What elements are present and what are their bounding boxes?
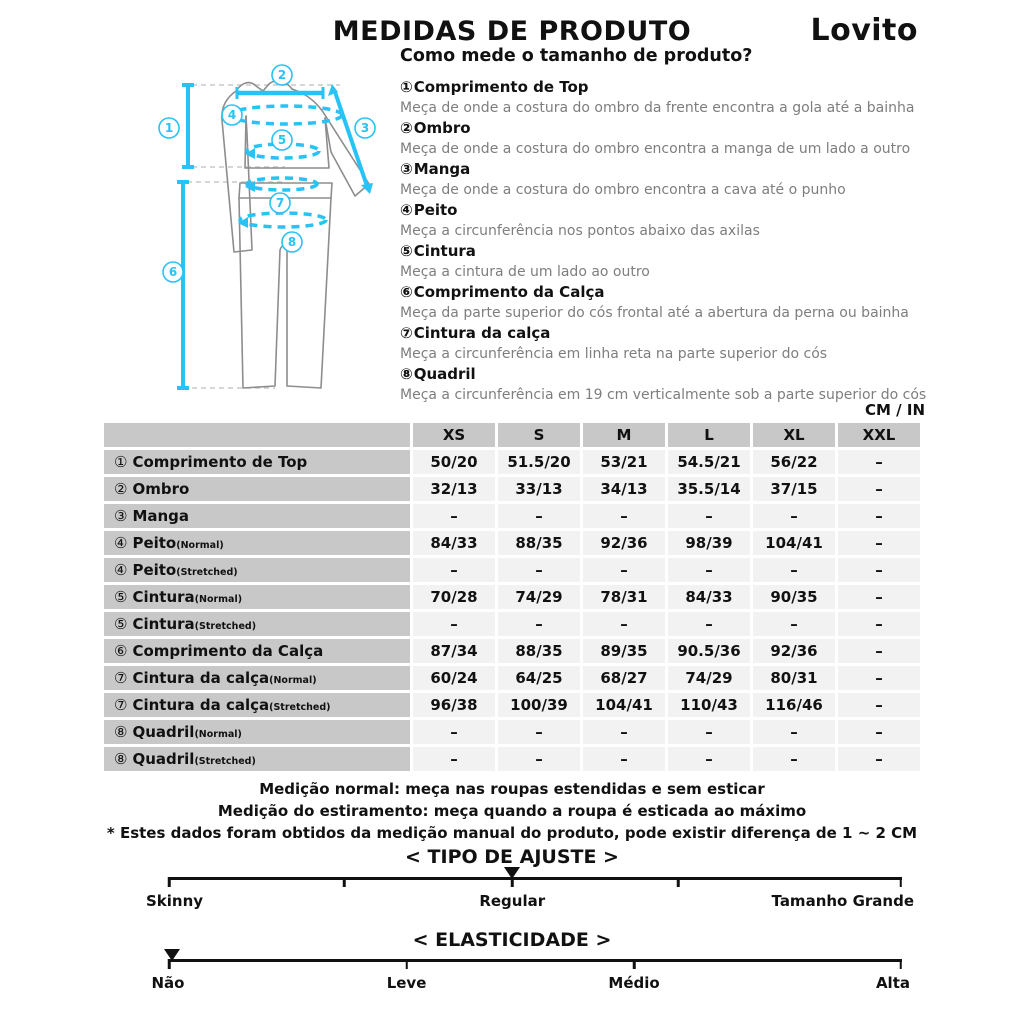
row-label-cell [104, 558, 410, 582]
measurement-cell: – [498, 720, 580, 744]
row-number: ⑦ [114, 669, 128, 687]
row-label: Cintura da calça [132, 696, 270, 714]
measure-item-name: Comprimento de Top [413, 78, 589, 96]
row-number: ③ [114, 507, 128, 525]
note-tolerance: * Estes dados foram obtidos da medição manual do produto, pode existir diferença de 1 ~ 2 CM [106, 824, 918, 842]
badge-1: 1 [164, 121, 174, 135]
table-row [104, 477, 920, 501]
measurement-cell: 104/41 [753, 531, 835, 555]
measure-guide-item [400, 282, 1000, 323]
guide-lines [187, 85, 340, 388]
measurement-cell: – [413, 612, 495, 636]
size-column-header: XXL [838, 423, 920, 447]
measurement-cell: – [498, 747, 580, 771]
measurement-cell: 60/24 [413, 666, 495, 690]
measurement-cell: 90/35 [753, 585, 835, 609]
measure-item-name: Cintura [413, 242, 476, 260]
measurement-cell: – [838, 558, 920, 582]
measurement-cell: – [838, 477, 920, 501]
fit-tick [168, 877, 171, 887]
row-label-cell [104, 693, 410, 717]
fit-scale [146, 877, 914, 917]
guide-subtitle: Como mede o tamanho de produto? [400, 46, 753, 66]
measure-item-title [400, 282, 1000, 303]
size-column-header: S [498, 423, 580, 447]
measure-item-desc: Meça da parte superior do cós frontal até a abertura da perna ou bainha [400, 304, 909, 321]
badge-3: 3 [360, 121, 370, 135]
table-row [104, 612, 920, 636]
measure-item-number: ④ [400, 201, 413, 219]
row-label-suffix: (Stretched) [194, 756, 256, 767]
measurement-cell: – [838, 747, 920, 771]
measure-item-title [400, 241, 1000, 262]
row-label-cell [104, 639, 410, 663]
row-label-suffix: (Normal) [176, 540, 224, 551]
measure-guide-item [400, 241, 1000, 282]
measure-item-number: ② [400, 119, 413, 137]
measure-item-title [400, 200, 1000, 221]
stretch-tick [899, 959, 902, 969]
measurement-cell: – [498, 504, 580, 528]
measure-item-name: Ombro [413, 119, 471, 137]
measure-guide-item [400, 200, 1000, 241]
measurement-cell: – [753, 720, 835, 744]
measure-guide-list [400, 77, 1000, 405]
measurement-cell: – [498, 612, 580, 636]
measurement-cell: 84/33 [668, 585, 750, 609]
measurement-cell: 80/31 [753, 666, 835, 690]
row-number: ① [114, 453, 128, 471]
measure-guide-item [400, 118, 1000, 159]
badge-7: 7 [275, 196, 285, 210]
measure-guide-item [400, 364, 1000, 405]
measurement-cell: – [498, 558, 580, 582]
measure-item-desc: Meça a circunferência em 19 cm verticalmente sob a parte superior do cós [400, 386, 927, 403]
measurement-cell: 100/39 [498, 693, 580, 717]
measurement-cell: – [838, 450, 920, 474]
row-label: Quadril [132, 750, 195, 768]
stretch-label-nao: Não [151, 974, 185, 992]
measurement-cell: 74/29 [668, 666, 750, 690]
measure-item-number: ⑧ [400, 365, 413, 383]
measure-item-name: Manga [413, 160, 471, 178]
measurement-cell: 33/13 [498, 477, 580, 501]
measurement-cell: – [583, 558, 665, 582]
row-label-cell [104, 450, 410, 474]
measurement-cell: 53/21 [583, 450, 665, 474]
row-number: ⑧ [114, 750, 128, 768]
measure-guide-item [400, 323, 1000, 364]
measurement-cell: – [583, 720, 665, 744]
measurement-cell: – [753, 558, 835, 582]
measurement-cell: 51.5/20 [498, 450, 580, 474]
fit-tick [677, 877, 680, 887]
stretch-label-leve: Leve [386, 974, 427, 992]
measure-guide-item [400, 77, 1000, 118]
row-label: Comprimento da Calça [132, 642, 324, 660]
measure-item-desc: Meça a circunferência nos pontos abaixo das axilas [400, 222, 760, 239]
table-row [104, 531, 920, 555]
row-label: Ombro [132, 480, 190, 498]
row-label-cell [104, 666, 410, 690]
measure-item-number: ⑤ [400, 242, 413, 260]
size-column-header: M [583, 423, 665, 447]
measurement-cell: 89/35 [583, 639, 665, 663]
measurement-cell: – [583, 504, 665, 528]
row-number: ⑧ [114, 723, 128, 741]
measurement-cell: 64/25 [498, 666, 580, 690]
measurement-cell: – [413, 558, 495, 582]
measurement-cell: – [838, 693, 920, 717]
badge-8: 8 [287, 235, 297, 249]
fit-label-skinny: Skinny [146, 892, 204, 910]
measurement-cell: 98/39 [668, 531, 750, 555]
measure-item-desc: Meça de onde a costura do ombro encontra a manga de um lado a outro [400, 140, 911, 157]
measurement-cell: – [413, 747, 495, 771]
measurement-cell: 92/36 [753, 639, 835, 663]
measurement-cell: – [413, 504, 495, 528]
stretch-label-medio: Médio [608, 974, 660, 992]
row-label-suffix: (Normal) [194, 594, 243, 605]
row-number: ⑤ [114, 615, 128, 633]
row-label: Quadril [132, 723, 195, 741]
note-normal-measure: Medição normal: meça nas roupas estendidas e sem esticar [259, 780, 765, 798]
table-row [104, 585, 920, 609]
measurement-cell: 34/13 [583, 477, 665, 501]
row-label-cell [104, 747, 410, 771]
row-label: Peito [132, 561, 177, 579]
measure-item-title [400, 323, 1000, 344]
measurement-cell: 50/20 [413, 450, 495, 474]
table-row [104, 693, 920, 717]
row-label-cell [104, 477, 410, 501]
measurement-cell: – [668, 558, 750, 582]
measurement-cell: – [838, 585, 920, 609]
table-row [104, 450, 920, 474]
fit-label-tamanho-grande: Tamanho Grande [771, 892, 914, 910]
note-stretch-measure: Medição do estiramento: meça quando a roupa é esticada ao máximo [217, 802, 807, 820]
row-label-suffix: (Normal) [269, 675, 317, 686]
row-label-suffix: (Stretched) [176, 567, 238, 578]
measurement-cell: 87/34 [413, 639, 495, 663]
measurement-cell: 74/29 [498, 585, 580, 609]
measure-item-name: Cintura da calça [413, 324, 551, 342]
measurement-cell: – [838, 612, 920, 636]
badge-2: 2 [277, 68, 287, 82]
measure-item-desc: Meça a circunferência em linha reta na parte superior do cós [400, 345, 828, 362]
size-column-header: XS [413, 423, 495, 447]
table-row [104, 747, 920, 771]
row-number: ② [114, 480, 128, 498]
row-number: ④ [114, 534, 128, 552]
stretch-label-alta: Alta [875, 974, 910, 992]
measure-marks [177, 84, 373, 388]
row-label: Comprimento de Top [132, 453, 308, 471]
badge-4: 4 [227, 108, 237, 122]
table-row [104, 666, 920, 690]
row-label: Cintura da calça [132, 669, 270, 687]
measurement-cell: 96/38 [413, 693, 495, 717]
measure-item-desc: Meça de onde a costura do ombro da frente encontra a gola até a bainha [400, 99, 915, 116]
fit-scale-track [168, 877, 902, 880]
fit-scale-marker [504, 867, 520, 879]
stretch-tick [633, 959, 636, 969]
fit-tick [899, 877, 902, 887]
stretch-scale-marker [164, 949, 180, 961]
row-label: Cintura [132, 588, 195, 606]
row-label-cell [104, 612, 410, 636]
measurement-cell: 68/27 [583, 666, 665, 690]
measurement-cell: 54.5/21 [668, 450, 750, 474]
measure-item-title [400, 118, 1000, 139]
row-label: Peito [132, 534, 177, 552]
size-column-header: L [668, 423, 750, 447]
measurement-cell: 70/28 [413, 585, 495, 609]
row-number: ⑤ [114, 588, 128, 606]
measure-item-desc: Meça de onde a costura do ombro encontra a cava até o punho [400, 181, 846, 198]
measurement-cell: 56/22 [753, 450, 835, 474]
unit-label: CM / IN [865, 401, 925, 419]
fit-label-regular: Regular [479, 892, 546, 910]
badge-5: 5 [277, 133, 287, 147]
size-table [101, 420, 923, 774]
row-label-cell [104, 720, 410, 744]
measurement-cell: 84/33 [413, 531, 495, 555]
page-title: MEDIDAS DE PRODUTO [332, 16, 692, 47]
measure-guide-item [400, 159, 1000, 200]
table-row [104, 504, 920, 528]
stretch-scale [151, 959, 910, 999]
measure-item-number: ③ [400, 160, 413, 178]
measurement-cell: – [413, 720, 495, 744]
row-number: ⑦ [114, 696, 128, 714]
measurement-cell: 88/35 [498, 531, 580, 555]
measurement-cell: 116/46 [753, 693, 835, 717]
stretch-tick [405, 959, 408, 969]
lovito-logo: Lovito [810, 13, 918, 48]
measurement-cell: 37/15 [753, 477, 835, 501]
measurement-cell: – [838, 639, 920, 663]
stretch-scale-track [168, 959, 902, 962]
measurement-cell: – [838, 504, 920, 528]
measure-item-name: Quadril [413, 365, 476, 383]
measure-item-name: Peito [413, 201, 458, 219]
measurement-cell: – [838, 531, 920, 555]
badge-6: 6 [168, 265, 178, 279]
measurement-cell: – [753, 747, 835, 771]
fit-scale-title: < TIPO DE AJUSTE > [405, 846, 619, 868]
row-label-cell [104, 504, 410, 528]
row-label-cell [104, 531, 410, 555]
table-row [104, 720, 920, 744]
row-label: Cintura [132, 615, 195, 633]
measure-item-desc: Meça a cintura de um lado ao outro [400, 263, 650, 280]
measurement-cell: – [753, 504, 835, 528]
measurement-cell: – [668, 747, 750, 771]
row-label: Manga [132, 507, 190, 525]
measurement-cell: – [668, 720, 750, 744]
row-label-suffix: (Normal) [194, 729, 242, 740]
measure-item-title [400, 77, 1000, 98]
row-number: ④ [114, 561, 128, 579]
table-corner-cell [104, 423, 410, 447]
fit-tick [343, 877, 346, 887]
table-row [104, 639, 920, 663]
measurement-cell: – [753, 612, 835, 636]
row-label-cell [104, 585, 410, 609]
size-column-header: XL [753, 423, 835, 447]
measurement-cell: – [668, 612, 750, 636]
table-row [104, 558, 920, 582]
measurement-cell: – [668, 504, 750, 528]
row-number: ⑥ [114, 642, 128, 660]
row-label-suffix: (Stretched) [269, 702, 331, 713]
measurement-cell: 35.5/14 [668, 477, 750, 501]
stretch-scale-title: < ELASTICIDADE > [412, 929, 612, 951]
measure-item-title [400, 159, 1000, 180]
measurement-cell: 92/36 [583, 531, 665, 555]
measurement-cell: 110/43 [668, 693, 750, 717]
measure-item-number: ① [400, 78, 413, 96]
measure-item-name: Comprimento da Calça [413, 283, 605, 301]
row-label-suffix: (Stretched) [194, 621, 257, 632]
measure-item-number: ⑥ [400, 283, 413, 301]
measurement-cell: – [838, 666, 920, 690]
measurement-cell: – [583, 747, 665, 771]
measure-item-title [400, 364, 1000, 385]
measurement-cell: 88/35 [498, 639, 580, 663]
measurement-cell: 32/13 [413, 477, 495, 501]
measurement-cell: – [838, 720, 920, 744]
measurement-cell: 104/41 [583, 693, 665, 717]
measurement-cell: 90.5/36 [668, 639, 750, 663]
measure-item-number: ⑦ [400, 324, 413, 342]
garment-diagram [135, 56, 407, 401]
measurement-cell: – [583, 612, 665, 636]
measurement-cell: 78/31 [583, 585, 665, 609]
